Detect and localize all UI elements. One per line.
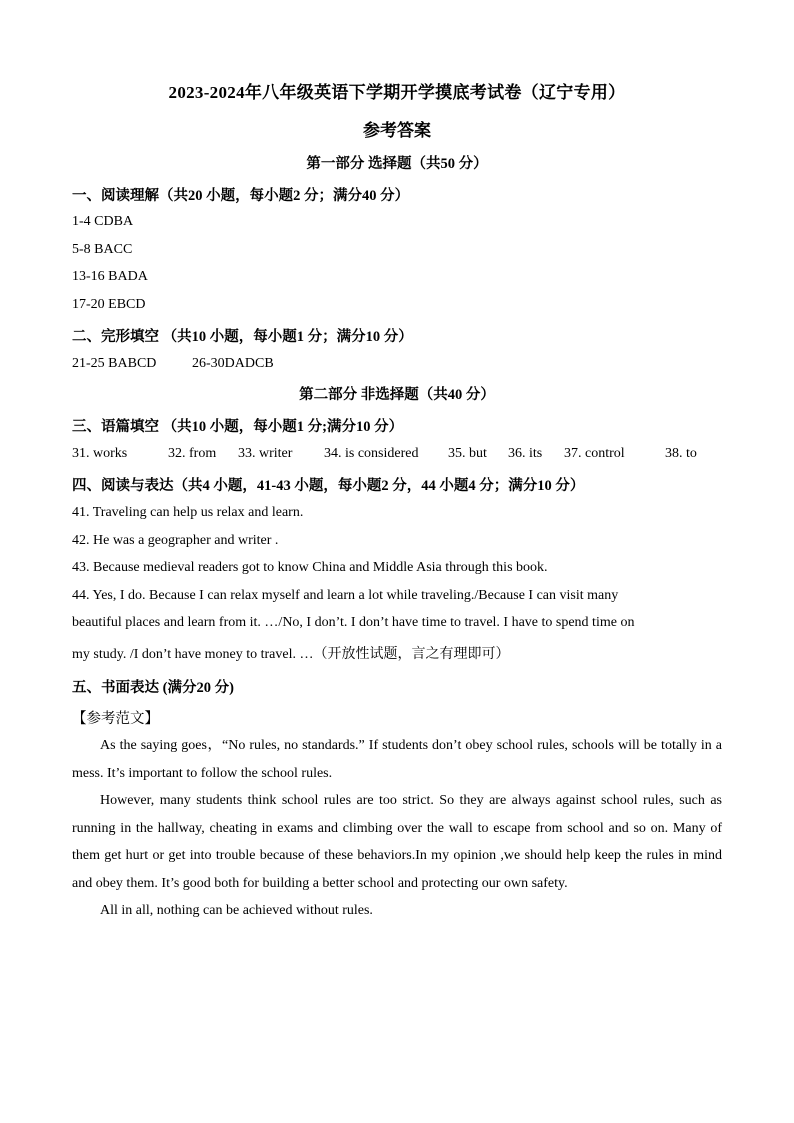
answer-line: my study. /I don’t have money to travel. …（开放性试题，言之有理即可） <box>72 647 510 662</box>
part1-heading: 第一部分 选择题（共50 分） <box>306 156 488 172</box>
section4-heading: 四、阅读与表达（共4 小题，41-43 小题，每小题2 分，44 小题4 分；满分10 分） <box>72 478 585 494</box>
answer-line: 5-8 BACC <box>72 242 133 257</box>
answer-item: 32. from <box>168 446 217 461</box>
document-subtitle: 参考答案 <box>363 121 431 140</box>
answer-line: 26-30DADCB <box>192 356 274 371</box>
sample-essay <box>72 732 722 925</box>
section2-heading: 二、完形填空 （共10 小题，每小题1 分；满分10 分） <box>72 329 413 345</box>
answer-item: 31. works <box>72 446 128 461</box>
answer-item: 36. its <box>508 446 543 461</box>
section1-heading: 一、阅读理解（共20 小题，每小题2 分；满分40 分） <box>72 188 410 204</box>
essay-paragraph: All in all, nothing can be achieved without rules. <box>100 903 373 918</box>
section5-heading: 五、书面表达 (满分20 分) <box>72 680 234 696</box>
answer-item: 35. but <box>448 446 487 461</box>
answer-line: 21-25 BABCD <box>72 356 157 371</box>
answer-item: 37. control <box>564 446 625 461</box>
essay-paragraph: However, many students think school rules are too strict. So they are always against school rules, such as running in the hallway, cheating in exams and climbing over the wall to escape from school and so on. Many of them get hurt or get into trouble because of these behaviors.In my opinion ,we should help keep the rules in mind and obey them. It’s good both for building a better school and protecting our own safety. <box>72 793 722 891</box>
sample-essay-label: 【参考范文】 <box>72 711 159 727</box>
answer-line: 42. He was a geographer and writer . <box>72 533 279 548</box>
answer-item: 33. writer <box>238 446 293 461</box>
answer-line: 44. Yes, I do. Because I can relax myself and learn a lot while traveling./Because I can visit many <box>72 588 619 603</box>
document-title: 2023-2024年八年级英语下学期开学摸底考试卷（辽宁专用） <box>168 83 626 102</box>
answer-line: 1-4 CDBA <box>72 214 134 229</box>
part2-heading: 第二部分 非选择题（共40 分） <box>299 387 495 403</box>
answer-line: 41. Traveling can help us relax and learn. <box>72 505 304 520</box>
answer-item: 34. is considered <box>324 446 419 461</box>
section3-heading: 三、语篇填空 （共10 小题，每小题1 分;满分10 分） <box>72 419 404 435</box>
answer-item: 38. to <box>665 446 697 461</box>
answer-line: beautiful places and learn from it. …/No, I don’t. I don’t have time to travel. I have to spend time on <box>72 615 635 630</box>
answer-line: 43. Because medieval readers got to know China and Middle Asia through this book. <box>72 560 548 575</box>
essay-paragraph: As the saying goes，“No rules, no standards.” If students don’t obey school rules, schools will be totally in a mess. It’s important to follow the school rules. <box>72 738 722 781</box>
answer-line: 17-20 EBCD <box>72 297 146 312</box>
answer-line: 13-16 BADA <box>72 269 148 284</box>
